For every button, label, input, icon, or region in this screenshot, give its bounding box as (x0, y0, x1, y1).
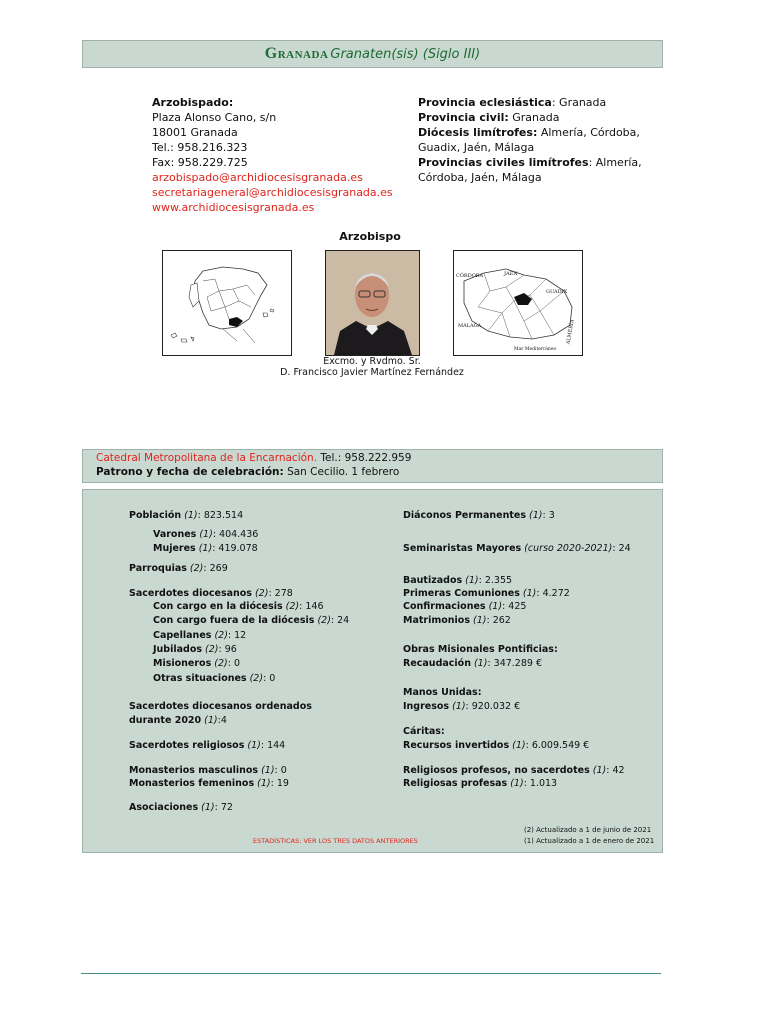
right-stat-label: Religiosas profesas (403, 778, 508, 789)
left-stat-label: Asociaciones (129, 802, 199, 813)
right-stat-source: (1) (509, 740, 526, 751)
footnote-2: (2) Actualizado a 1 de junio de 2021 (524, 826, 652, 834)
email-link-2[interactable]: secretariageneral@archidiocesisgranada.es (152, 186, 393, 199)
map-label-sea: Mar Mediterráneo (514, 347, 557, 352)
estadisticas-note: ESTADÍSTICAS: VER LOS TRES DATOS ANTERIORES (253, 837, 418, 845)
prov-label: Provincias civiles limítrofes (418, 156, 589, 169)
left-stat-source: (1) (258, 765, 275, 776)
title-bar (82, 40, 663, 68)
dioc-limitrofes (418, 125, 658, 140)
right-stat-label: Recursos invertidos (403, 740, 510, 751)
address-block (152, 95, 402, 215)
footnote-1: (1) Actualizado a 1 de enero de 2021 (524, 837, 655, 845)
province-ecl (418, 95, 658, 110)
left-stat-2 (153, 543, 258, 554)
province-ecl-value: : Granada (551, 96, 607, 109)
right-stat-2 (403, 575, 512, 586)
right-stat-label: Cáritas: (403, 726, 445, 737)
left-stat-source: (2) (246, 673, 264, 684)
right-stat-label: Diáconos Permanentes (403, 510, 526, 521)
right-stat-value: : 4.272 (536, 588, 570, 599)
left-stat-value: : 0 (227, 658, 240, 669)
left-stat-value: : 0 (263, 673, 276, 684)
right-stat-label: Ingresos (403, 701, 450, 712)
left-stat-14 (129, 765, 287, 776)
right-stat-source: (1) (470, 658, 488, 669)
left-stat-16 (129, 802, 233, 813)
left-stat-label: durante 2020 (129, 715, 202, 726)
caption-line2: D. Francisco Javier Martínez Fernández (280, 367, 464, 378)
right-stat-5 (403, 615, 511, 626)
province-block (418, 95, 658, 185)
spain-map-icon (163, 251, 291, 355)
right-stat-source: (1) (469, 615, 487, 626)
address-label: Arzobispado: (152, 96, 234, 109)
left-stat-5 (153, 601, 324, 612)
left-stat-label: Sacerdotes religiosos (129, 740, 245, 751)
left-stat-9 (153, 658, 240, 669)
left-stat-value: : 19 (270, 778, 289, 789)
catedral-line (96, 452, 411, 464)
prov-value: : Almería, (588, 156, 642, 169)
right-stat-4 (403, 601, 526, 612)
left-stat-13 (129, 740, 285, 751)
right-stat-10 (403, 726, 445, 737)
left-stat-11 (129, 701, 312, 712)
right-stat-6 (403, 644, 558, 655)
dioc-label: Diócesis limítrofes: (418, 126, 538, 139)
catedral-tel: Tel.: 958.222.959 (317, 452, 412, 464)
left-stat-value: : 0 (274, 765, 287, 776)
left-stat-value: : 144 (260, 740, 286, 751)
right-stat-label: Primeras Comuniones (403, 588, 520, 599)
left-stat-value: : 404.436 (212, 529, 259, 540)
right-stat-value: : 1.013 (523, 778, 558, 789)
left-stat-source: (2) (186, 563, 204, 574)
left-stat-value: : 269 (203, 563, 228, 574)
right-stat-value: : 262 (486, 615, 511, 626)
right-stat-13 (403, 778, 557, 789)
left-stat-label: Monasterios femeninos (129, 778, 255, 789)
province-civil (418, 110, 658, 125)
stats-box (82, 489, 663, 853)
left-stat-source: (1) (254, 778, 271, 789)
right-stat-label: Obras Misionales Pontificias: (403, 644, 558, 655)
province-map-icon (454, 251, 582, 355)
right-stat-value: : 347.289 € (487, 658, 543, 669)
left-stat-value: :4 (217, 715, 227, 726)
left-stat-source: (2) (211, 658, 228, 669)
right-stat-label: Recaudación (403, 658, 471, 669)
map-label-guadix: GUADIX (546, 289, 568, 295)
right-stat-label: Matrimonios (403, 615, 470, 626)
right-stat-0 (403, 510, 555, 521)
right-stat-value: : 24 (612, 543, 631, 554)
dioc-value: Almería, Córdoba, (537, 126, 640, 139)
province-civil-label: Provincia civil: (418, 111, 509, 124)
left-stat-1 (153, 529, 258, 540)
province-ecl-label: Provincia eclesiástica (418, 96, 552, 109)
left-stat-label: Población (129, 510, 182, 521)
left-stat-label: Varones (153, 529, 197, 540)
left-stat-value: : 96 (218, 644, 237, 655)
right-stat-9 (403, 701, 520, 712)
left-stat-10 (153, 673, 275, 684)
left-stat-value: : 278 (268, 588, 293, 599)
left-stat-value: : 146 (299, 601, 324, 612)
title-main: Granada (264, 45, 329, 62)
dioc-value-2: Guadix, Jaén, Málaga (418, 141, 535, 154)
left-stat-15 (129, 778, 289, 789)
address-tel: Tel.: 958.216.323 (152, 141, 248, 154)
right-stat-source: (1) (507, 778, 524, 789)
right-stat-label: Manos Unidas: (403, 687, 482, 698)
right-stat-source: (1) (519, 588, 537, 599)
right-stat-label: Confirmaciones (403, 601, 486, 612)
caption-line1: Excmo. y Rvdmo. Sr. (323, 356, 421, 367)
right-stat-value: : 2.355 (478, 575, 513, 586)
spain-map (162, 250, 292, 356)
map-label-jaen: JAÉN (504, 271, 518, 277)
left-stat-label: Misioneros (153, 658, 212, 669)
left-stat-label: Jubilados (153, 644, 203, 655)
right-stat-label: Seminaristas Mayores (403, 543, 522, 554)
address-fax: Fax: 958.229.725 (152, 156, 248, 169)
left-stat-source: (1) (181, 510, 198, 521)
right-stat-value: : 425 (502, 601, 527, 612)
left-stat-label: Monasterios masculinos (129, 765, 259, 776)
right-stat-8 (403, 687, 482, 698)
right-stat-1 (403, 543, 631, 554)
left-stat-0 (129, 510, 243, 521)
left-stat-value: : 823.514 (197, 510, 244, 521)
province-map (453, 250, 583, 356)
right-stat-label: Religiosos profesos, no sacerdotes (403, 765, 590, 776)
left-stat-source: (1) (244, 740, 261, 751)
map-label-cordoba: CÓRDOBA (456, 273, 484, 279)
left-stat-label: Otras situaciones (153, 673, 247, 684)
web-link[interactable]: www.archidiocesisgranada.es (152, 201, 315, 214)
right-stat-value: : 920.032 € (465, 701, 521, 712)
province-civil-value: Granada (508, 111, 560, 124)
left-stat-label: Parroquias (129, 563, 187, 574)
left-stat-label: Sacerdotes diocesanos ordenados (129, 701, 312, 712)
right-stat-source: (1) (462, 575, 479, 586)
right-stat-11 (403, 740, 589, 751)
right-stat-12 (403, 765, 625, 776)
right-stat-label: Bautizados (403, 575, 463, 586)
left-stat-source: (2) (251, 588, 269, 599)
right-stat-source: (1) (589, 765, 607, 776)
left-stat-6 (153, 615, 349, 626)
prov-limitrofes (418, 155, 658, 170)
address-line1: Plaza Alonso Cano, s/n (152, 111, 277, 124)
portrait-caption (230, 356, 514, 378)
left-stat-label: Mujeres (153, 543, 196, 554)
map-label-almeria: ALMERÍA (565, 319, 576, 345)
left-stat-value: : 12 (227, 630, 247, 641)
right-stat-value: : 42 (606, 765, 625, 776)
left-stat-source: (2) (282, 601, 300, 612)
right-stat-value: : 3 (542, 510, 555, 521)
address-line2: 18001 Granada (152, 126, 238, 139)
left-stat-value: : 419.078 (212, 543, 258, 554)
left-stat-4 (129, 588, 293, 599)
right-stat-7 (403, 658, 542, 669)
right-stat-value: : 6.009.549 € (525, 740, 590, 751)
patron-label: Patrono y fecha de celebración: (96, 466, 284, 478)
patron-line (96, 466, 399, 478)
left-stat-source: (2) (202, 644, 219, 655)
left-stat-3 (129, 563, 228, 574)
right-stat-source: (curso 2020-2021) (521, 543, 613, 554)
left-stat-source: (1) (201, 715, 218, 726)
left-stat-label: Sacerdotes diocesanos (129, 588, 252, 599)
right-stat-source: (1) (485, 601, 503, 612)
left-stat-source: (2) (314, 615, 331, 626)
left-stat-source: (1) (195, 543, 213, 554)
right-stat-source: (1) (449, 701, 466, 712)
left-stat-value: : 72 (214, 802, 233, 813)
arzobispo-heading: Arzobispo (339, 230, 401, 243)
left-stat-source: (2) (211, 630, 228, 641)
left-stat-source: (1) (196, 529, 213, 540)
prov-value-2: Córdoba, Jaén, Málaga (418, 171, 542, 184)
map-label-malaga: MÁLAGA (458, 323, 482, 329)
left-stat-7 (153, 630, 246, 641)
catedral-name: Catedral Metropolitana de la Encarnación. (96, 452, 318, 464)
left-stat-12 (129, 715, 227, 726)
left-stat-label: Con cargo en la diócesis (153, 601, 283, 612)
title-subtitle: Granaten(sis) (Siglo III) (330, 46, 481, 62)
right-stat-3 (403, 588, 570, 599)
left-stat-label: Capellanes (153, 630, 212, 641)
archbishop-portrait (325, 250, 420, 356)
archbishop-photo-icon (326, 251, 419, 355)
footer-divider (81, 973, 661, 974)
email-link-1[interactable]: arzobispado@archidiocesisgranada.es (152, 171, 363, 184)
catedral-box (82, 449, 663, 483)
left-stat-source: (1) (198, 802, 215, 813)
right-stat-source: (1) (525, 510, 543, 521)
left-stat-8 (153, 644, 237, 655)
patron-value: San Cecilio. 1 febrero (283, 466, 400, 478)
left-stat-value: : 24 (330, 615, 350, 626)
left-stat-label: Con cargo fuera de la diócesis (153, 615, 315, 626)
